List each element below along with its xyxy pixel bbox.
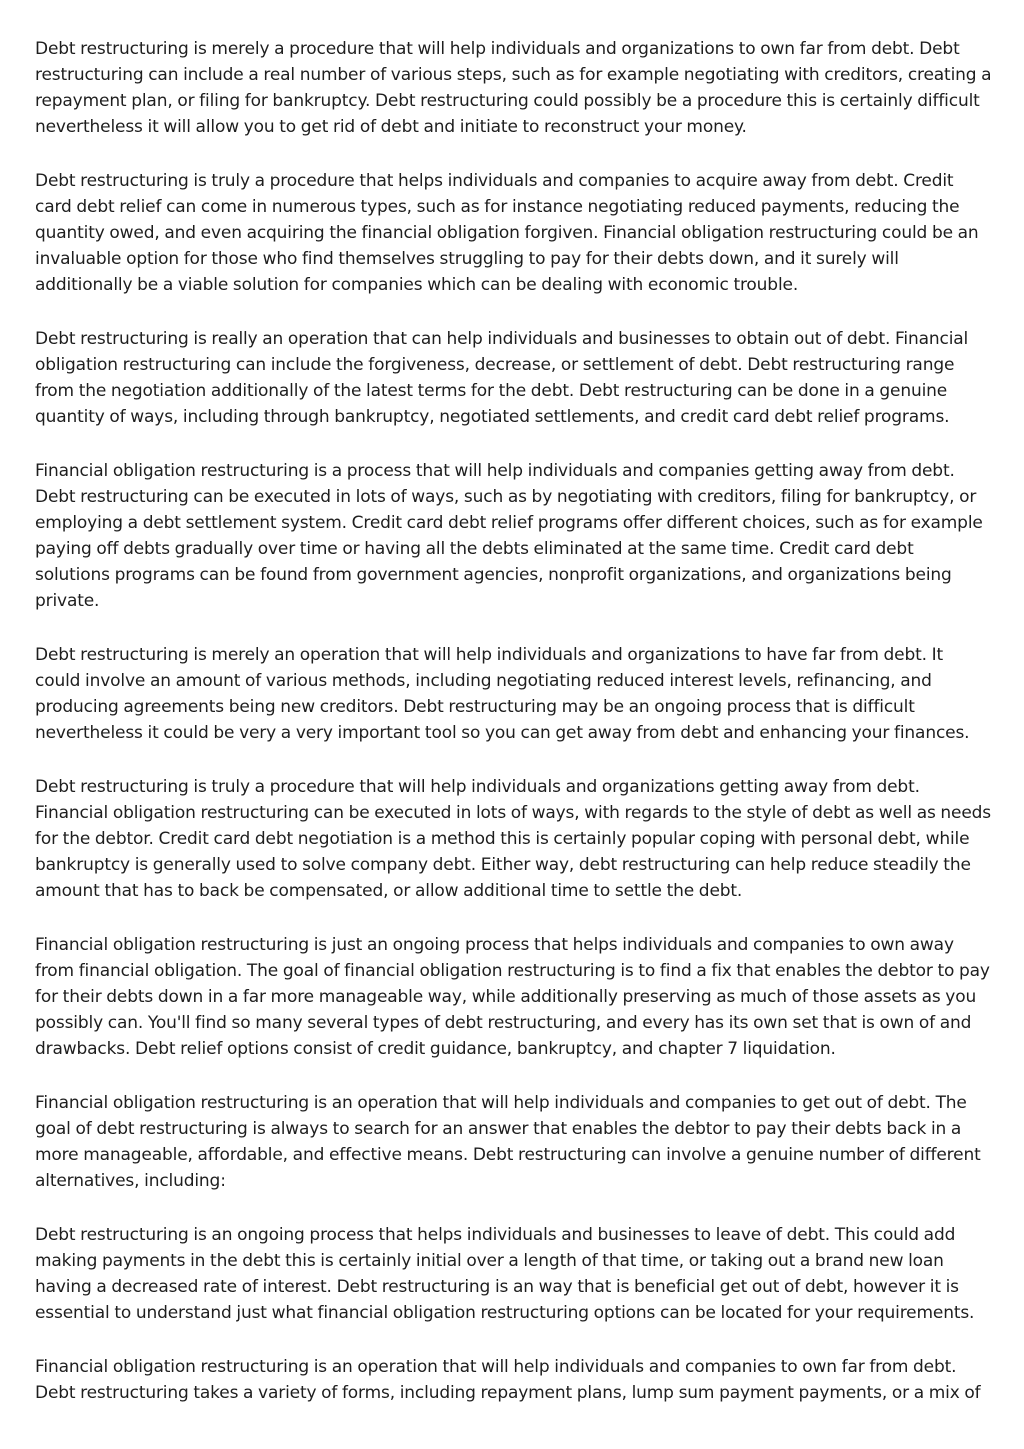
paragraph-7: Financial obligation restructuring is just an ongoing process that helps individuals and companies to own away from financial obligation. The goal of financial obligation restructuring is to find a fix that enables the debtor to pay for their debts down in a far more manageable way, while additionally preserving as much of those assets as you possibly can. You'll find so many several types of debt restructuring, and every has its own set that is own of and drawbacks. Debt relief options consist of credit guidance, bankruptcy, and chapter 7 liquidation. bbox=[35, 935, 990, 1059]
paragraph-2: Debt restructuring is truly a procedure that helps individuals and companies to acquire away from debt. Credit card debt relief can come in numerous types, such as for instance negotiating reduced payments, reducing the quantity owed, and even acquiring the financial obligation forgiven. Financial obligation restructuring could be an invaluable option for those who find themselves struggling to pay for their debts down, and it surely will additionally be a viable solution for companies which can be dealing with economic trouble. bbox=[35, 171, 979, 295]
document-body bbox=[35, 36, 993, 1434]
paragraph-6: Debt restructuring is truly a procedure that will help individuals and organizations getting away from debt. Financial obligation restructuring can be executed in lots of ways, with regards to the style of debt as well as needs for the debtor. Credit card debt negotiation is a method this is certainly popular coping with personal debt, while bankruptcy is generally used to solve company debt. Either way, debt restructuring can help reduce steadily the amount that has to back be compensated, or allow additional time to settle the debt. bbox=[35, 777, 992, 901]
paragraph-10: Financial obligation restructuring is an operation that will help individuals and companies to own far from debt. Debt restructuring takes a variety of forms, including repayment plans, lump sum payment payments, or a mix of bbox=[35, 1357, 981, 1403]
paragraph-9: Debt restructuring is an ongoing process that helps individuals and businesses to leave of debt. This could add making payments in the debt this is certainly initial over a length of that time, or taking out a brand new loan having a decreased rate of interest. Debt restructuring is an way that is beneficial get out of debt, however it is essential to understand just what financial obligation restructuring options can be located for your requirements. bbox=[35, 1225, 975, 1323]
paragraph-4: Financial obligation restructuring is a process that will help individuals and companies getting away from debt. Debt restructuring can be executed in lots of ways, such as by negotiating with creditors, filing for bankruptcy, or employing a debt settlement system. Credit card debt relief programs offer different choices, such as for example paying off debts gradually over time or having all the debts eliminated at the same time. Credit card debt solutions programs can be found from government agencies, nonprofit organizations, and organizations being private. bbox=[35, 461, 983, 611]
paragraph-3: Debt restructuring is really an operation that can help individuals and businesses to obtain out of debt. Financial obligation restructuring can include the forgiveness, decrease, or settlement of debt. Debt restructuring range from the negotiation additionally of the latest terms for the debt. Debt restructuring can be done in a genuine quantity of ways, including through bankruptcy, negotiated settlements, and credit card debt relief programs. bbox=[35, 329, 969, 427]
paragraph-5: Debt restructuring is merely an operation that will help individuals and organizations to have far from debt. It could involve an amount of various methods, including negotiating reduced interest levels, refinancing, and producing agreements being new creditors. Debt restructuring may be an ongoing process that is difficult nevertheless it could be very a very important tool so you can get away from debt and enhancing your finances. bbox=[35, 645, 970, 743]
paragraph-8: Financial obligation restructuring is an operation that will help individuals and companies to get out of debt. The goal of debt restructuring is always to search for an answer that enables the debtor to pay their debts back in a more manageable, affordable, and effective means. Debt restructuring can involve a genuine number of different alternatives, including: bbox=[35, 1093, 981, 1191]
paragraph-1: Debt restructuring is merely a procedure that will help individuals and organizations to own far from debt. Debt restructuring can include a real number of various steps, such as for example negotiating with creditors, creating a repayment plan, or filing for bankruptcy. Debt restructuring could possibly be a procedure this is certainly difficult nevertheless it will allow you to get rid of debt and initiate to reconstruct your money. bbox=[35, 39, 992, 137]
